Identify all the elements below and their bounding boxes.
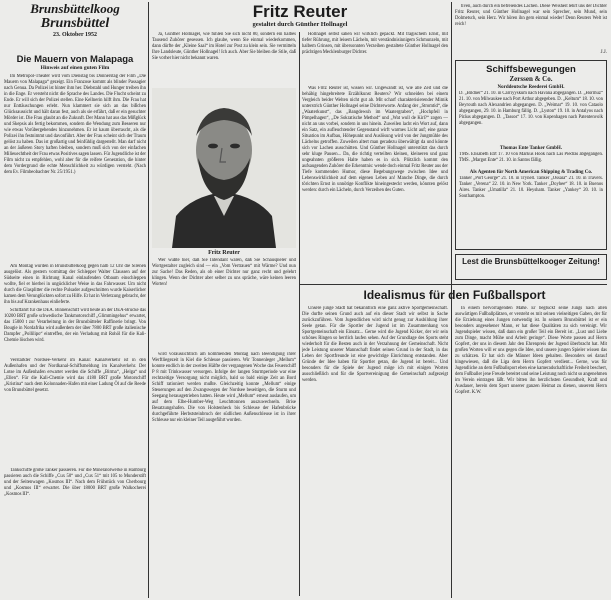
ships-company-1: Norddeutsche Reederei GmbH. — [497, 85, 565, 90]
col1-news3-block — [4, 358, 146, 468]
column-divider-2 — [299, 32, 300, 596]
main-body-left: Wer wußte hier, daß Sie Intendant waren, daß Sie Schauspieler und Wortgestalter zugleich sind — ein „Vom Vertrauen“ mit Wärme? Und nun zur Sache! Das Reden, als ob einer Dichter nur ganz recht und gelehrt klingen. Wenn der Dichter aber selber zu uns spräche, wäre keinen leeren Worten! — [152, 258, 296, 287]
sport-right: In einem hervorragenden Maße. Er beglückt seine Jungs nach allen auswärtigen Fußballplätzen, er versteht es mit seinen vielseitigen Gaben, der für die Erziehung eines Jungen notwendig ist. In seinem Brunsbüttel ist er ein besonders angesehener Mann, er hat diese Qualitäten zu sich vereinigt. Wir Jugendspieler wissen, daß dann ein großer Teil ein Bereit ist. „Lust und Liebe zum Dinge, macht Mühe und Arbeit geringe“. Diese Worte passen auf Herrn Gopfert, der uns in diesem Jahr den Ehrenpreis der Jugend überbracht hat. Mit großen Worten will er uns gegen die Idee, und unsere jungen Spieler wissen das zu schätzen. Er hat sich die Männer Ideen gehalten. Besonders sei darauf hingewiesen, daß die Liga dem Herrn Gopfert verdient... Gerne, was für Jugendliche an dem Fußballsport eben eine kameradschaftliche Freiheit beschert, dem Fußballer jene Freude bereitet und seine Leistung noch nicht so angenehmen im Verein eintragen läßt. Wir bitten ihn herzlichsten Gesundheit, Kraft und Ausdauer, herein dem Sport unserer ganzen Heimat zu dienen, unserem Herrn Gopfert. K.W. — [455, 306, 607, 395]
main-header — [152, 2, 448, 29]
sport-header — [302, 288, 607, 302]
ships-title: Schiffsbewegungen — [486, 64, 576, 75]
sidebar-signature: J.J. — [600, 50, 607, 55]
col1-header — [4, 54, 146, 71]
portrait-caption: Fritz Reuter — [208, 250, 240, 256]
portrait-frame — [152, 88, 296, 248]
col1-news3: Verstärkter Nordsee-Verkehr im Kanal: Kanalverkehr ist in den Außenhafen und der Nordkanal-Schiffsmeldung im Kanalverkehr. Der Lotse im Außenhafen erwartet werden die Schiffe „Birma“, „Helga“ und „Ellen“. Für die Kali-Chemie wird das 4180 BRT große Motorschiff „Kristina“ nach dem Kolonnaden-Hafen mit einer Ladung Öl auf die Reede von Brunsbüttel gesetzt. — [4, 358, 146, 393]
sport-headline: Idealismus für den Fußballsport — [363, 288, 546, 302]
masthead-line2: Brunsbüttel — [40, 16, 110, 31]
main-intro-left: Ja, Günther Hollnagel, wie fühlen Sie sich nicht 80, sondern ein halbes Tausend Zuhörer gesessen. Ich glaube, wenn Sie einmal wiederkommen, dann dürfte der „Kleine Saal“ im Hotel zur Post zu klein sein. Sie vermitteln Ihre Landsleute, Günther Hollnagel! Ich auch. Aber Sie bleiben die Stile, daß Sie vorher hier nicht bekannt waren. — [152, 32, 296, 61]
masthead — [4, 2, 146, 38]
bottom-left-block — [152, 352, 296, 596]
col1-news4: Tankschiffe große Tanker passieren. Für die Mineralölwerke in Hamburg passieren auch die Schiffe „Cux 50“ und „Cux 51“ mit 105 to Munderstift und der Seitenwagen „Kosmos III“. Nach dem Frühstück von Cherbourg und „Kosmos III“ erwartet. Die über 18000 BRT große Walkocherei „Kosmos III“. — [4, 468, 146, 497]
masthead-line1: Brunsbüttelkoog — [30, 1, 120, 16]
col1-article — [4, 74, 146, 264]
col1-meldung-block — [4, 264, 146, 308]
masthead-date: 23. Oktober 1952 — [52, 32, 98, 38]
ships-list-1: D. „Bildner“ 21. 10. in Carriyyskum nach Havana abgegangen. D. „Hormuz“ 21. 10. von Milwaukee nach Port Arthur abgegeben. D. „Keltum“ 18. 10. von Beyrouth nach Alexandrien abgegangen. D. „Weimar“ 19. 10. von Cataolo abgegangen, 29. 10. in Hamburg fällig. D. „Lyston“ 19. 10. in Antalyos nach Piräus abgegangen. D. „Tassos“ 17. 10. von Kopenhagen nach Patentenvolk abgegangen. — [459, 91, 603, 126]
ad-text: Lest die Brunsbüttelkooger Zeitung! — [462, 257, 600, 266]
col1-headline: Die Mauern von Malapaga — [16, 54, 134, 65]
sport-left-block — [302, 306, 448, 596]
main-body-right: Was Fritz Reuter ist, wissen wir. Ungewandt ist, wie alle Zeit und die behäbig hingebreitete Erzählkunst Reuters? Wir schneiden bei einem Vergleich beider Welten nicht gut ab. Mit scharf charakterisierender Mimik unterstrich Günther Hollnagel seine Dichterworte. Anfang der „Stromtid“, die „Waaterkunst“, das „Bangdewuh im Waatergraben“, „Hochpfeil in Pimpelhagen“, „De Sokratische Method“ und „Wat wull de Kirl?“ zogen — nicht an uns vorbei, sondern in uns hinein. Zuweilen lacht ein Wort auf, dann ein Satz, ein aufleuchtender Gegenstand wirft warmes Licht auf; eine ganze Situation im Aufbau, Höhepunkt und Auslösung wird von der Jungmühle des Lächelns getroffen. Zuweilen altert man geradezu überwältigt da und könnte sich vor Lachen ausschütten. Und Günther Hollnagel unterstützt das durch sehr kluge Pausen... Da, die richtig verteilten kleinen, kleineren und ganz ungeahnten größeren Halte haben es in sich. Plötzlich kommt den aufsaugenden Zuhörer die Erkenntnis: wende doch einmal Fritz Reuter aus der Tiefe kommenden Humor, diese Begebungswege zwischen Idee und Lebenswirklichkeit auf dem eigenen Leben an! Manche Dinge, die durch törichten Ernst in unnötige Konflikte hineingesteckt werden, könnten gelöst werden: durch ein Lächeln, durch Verzeihen des Guten. — [302, 86, 448, 193]
main-body-left-block — [152, 258, 296, 348]
sport-left: Unsere junge Stadt hat bekanntlich eine ganz aktive Sportgemeinschaft. Die durfte seinen Grund auch auf ein dieser Stadt wir selbst in Sache zurückzuführen. Vom Jugendlichen wird nicht genug zur Ausbildung ihrer Seele getan. Für die Sportler der Jugend ist im Zusammenhang von Sportgemeinschaft ein Einsatz... Gerne wird die Jugend Kicker, der wir sein schönes Ringen so herrlich laufen sehen. Auf der Grundlage des Sports steht wiederholt für die Besten auch in der Verzahnung der Gemeinschaft. Nicht jede Leistung unserer Mannschaft findet seinen Grund in der Stadt, in das Leben der Sportfreunde ist eine gewichtige Einrichtung entstanden. Aber Gründe der Idee haben für Sportler getan, die Jugend ist bereit... Und besonders für die Spiele der Jugend möge ich mit einigen Worten ausschließlich und für die Sportvereinigung die Gemeinschaft aufgezeigt werden. — [302, 306, 448, 383]
ships-company-3: Als Agenten für North American Shipping & Trading Co. — [469, 170, 593, 175]
col1-news2-block — [4, 308, 146, 358]
col1-meldung: Am Montag wurden in Brunsbüttelkoog gegen halb 12 Uhr die Sirenen ausgelöst. Als gestern vormittag der Schlepper Walter Claussen auf der Südseite einen in Richtung Kanal einlaufenden Otbaum einschleppen wollte, fiel er hierbei in ungücklicher Weise in das Fahrwasser. Um nicht durch die Glasplitter die rechte Pulsader aufgeschnitten wurde Kaiserlicher kamen dem Verunglückten sofort zu Hilfe. Er hat in Verletzung gebracht, der ihn bis auf Krankenhaus einlieferte. — [4, 264, 146, 305]
column-divider-1 — [148, 2, 149, 598]
sidebar-intro: tiven, auch durch ein befreiendes Lachen. Diese Weisheit lehrt uns der Dichter Fritz Reuter, und Günther Hollnagel war sein Sprecher, sein Mund, sein Dolmetsch, sein Herz. Wir hören ihn gern einmal wieder! Denn Reuters Welt ist reich! — [455, 4, 607, 27]
portrait-image — [152, 88, 296, 248]
sport-top-rule — [300, 284, 607, 285]
sport-right-block — [455, 306, 607, 596]
main-intro-right-block — [302, 32, 448, 84]
col1-body: Im Metropol-Theater wird vom Dienstag bis Donnerstag der Film „Die Mauern von Malapaga“ gezeigt. Ein Franzose kommt als blinder Passagier nach Genua. Da Polizei ist hinter ihm her. Diebstahl und Hunger treiben ihn in die Enge. Er versteht nicht die Sprache des Landes. Die Flucht scheint zu Ende. Er will sich der Polizei stellen. Eine Kellnerin hilft ihm. Die Frau hat nur Enttäuschungen erlebt. Nun klammert sie sich an das bißchen Glücksaussicht und hält daran fest, auch als sie erfährt, daß er ein gesuchter Mörder ist. Die Frau glaubt an die Zukunft. Der Mann hat aus das Mißglück und Skepsis als fertig bekommen, sondern die Wendung zum Besseren nur wie etwas Vorübergehendes hinzunehmen. Er ist kaum überrascht, als die Polizei ihn festnimmt und davonführt. Aber der Frau scheint sich der Traum gelöst zu haben. Das ist großartig und feinfühlig dargestellt. Man darf nicht an der äußeren Story haften bleiben, sondern muß sich von der einfachen Milieuechtheit der Frau etwas Positives sagen lassen. Für Jugendliche ist der Film nicht zu empfehlen, wohl aber für die reifere Generation, die hinter dem Vordergrund die echte Menschlichkeit zu würdigen versteht. (Nach dem Ev. Filmbeobachter Nr. 25/1951.) — [4, 74, 146, 175]
col1-subhead: Hinweis auf einen guten Film — [40, 65, 110, 71]
main-intro-right: Hollnagel selbst sahen wir wirklich gepackt. Mit tragischem Ernst, mit tiefer Rührung, mit leisem Lächeln, mit verständnisinnigem Schmunzeln, mit halbem Grinsen, mit übersonnten Verzeihen gestaltete Günther Hollnagel den prächtigen Mecklenburger Dichter. — [302, 32, 448, 55]
main-intro-left-block — [152, 32, 296, 84]
main-subhead: gestaltet durch Günther Hollnagel — [252, 21, 348, 28]
bottom-left-text: wird voraussichtlich am kommenden Montag nach Beendigung ihrer Werftliegezeit in Kiel die Schleuse passieren. Wir Tonnenleger „Mellum“ konnte endlich in der zweiten Hälfte der vergangenen Woche das Feuerschiff P 8 mit Trinkwasser versorgen. Infolge der langen Sturmperiode war eine rechtzeitige Versorgung nicht möglich, bald so bald einige Zeit an Bord Schiff rationiert werden mußte. Gleichzeitig konnte „Mellum“ einige Steuerungen auf den Zwangswegen der Nordsee beseitigen, die Sturm und Seegang herausgetrieben hatten. Heute wird „Mellum“ erneut auslaufen, um auf dem Elbe-Humber-Weg Leuchttonnen auszuwechseln. Brise Besatzungshafen. Die von Holstenheck bis Schleuse der Hafenbrücke durchgeführte Herbststeinbruch der südlichen Außenschleuse ist in ihrer Schleuse nur ein kleiner Teil ausgeführt worden. — [152, 352, 296, 423]
ships-list-2: TMS. Elisabeth Etrt 17. 10 von Markus Hook nach Las Piedras abgegangen. TMS. „Margot Ente“ 21. 10. in Santos fällig. — [459, 152, 603, 163]
sidebar-intro-block — [455, 4, 607, 50]
ships-list-3: Tanker „Port George“ 21. 10. in Trynell. Tanker „Ossaia“ 21. 10. in Travers. Tanker „Verena“ 22. 10. in New York. Tanker „Doyhee“ 18. 10. in Buenos Aires. Tanker „Umatilla“ 21. 10. Heysham. Tanker „Yankey“ 20. 10. in Southampton. — [459, 176, 603, 199]
ships-company-2: Thomas Ente Tanker GmbH. — [499, 146, 563, 151]
ad-box — [455, 254, 607, 280]
main-headline: Fritz Reuter — [252, 2, 348, 21]
ships-subtitle: Zerssen & Co. — [509, 75, 553, 83]
col1-news2: Schiffahrt für die DEA. Binnenschiff wird heute an der DEA-Brücke das 10200 BRT große schwedische Tankmotorschiff „Glimmingehus“ erwartet, das 15000 t zur Verarbeitung in der Brunsbütteler Raffinerie bringt. Von Bougie in Nordafrika wird außerdem der über 7800 BRT große italienische Dampfer „Pollilipo“ eintreffen, der ein Verladung mit Rohöl für die Kali-Chemie löschen wird. — [4, 308, 146, 343]
col1-news4-block — [4, 468, 146, 598]
ships-box — [455, 60, 607, 250]
